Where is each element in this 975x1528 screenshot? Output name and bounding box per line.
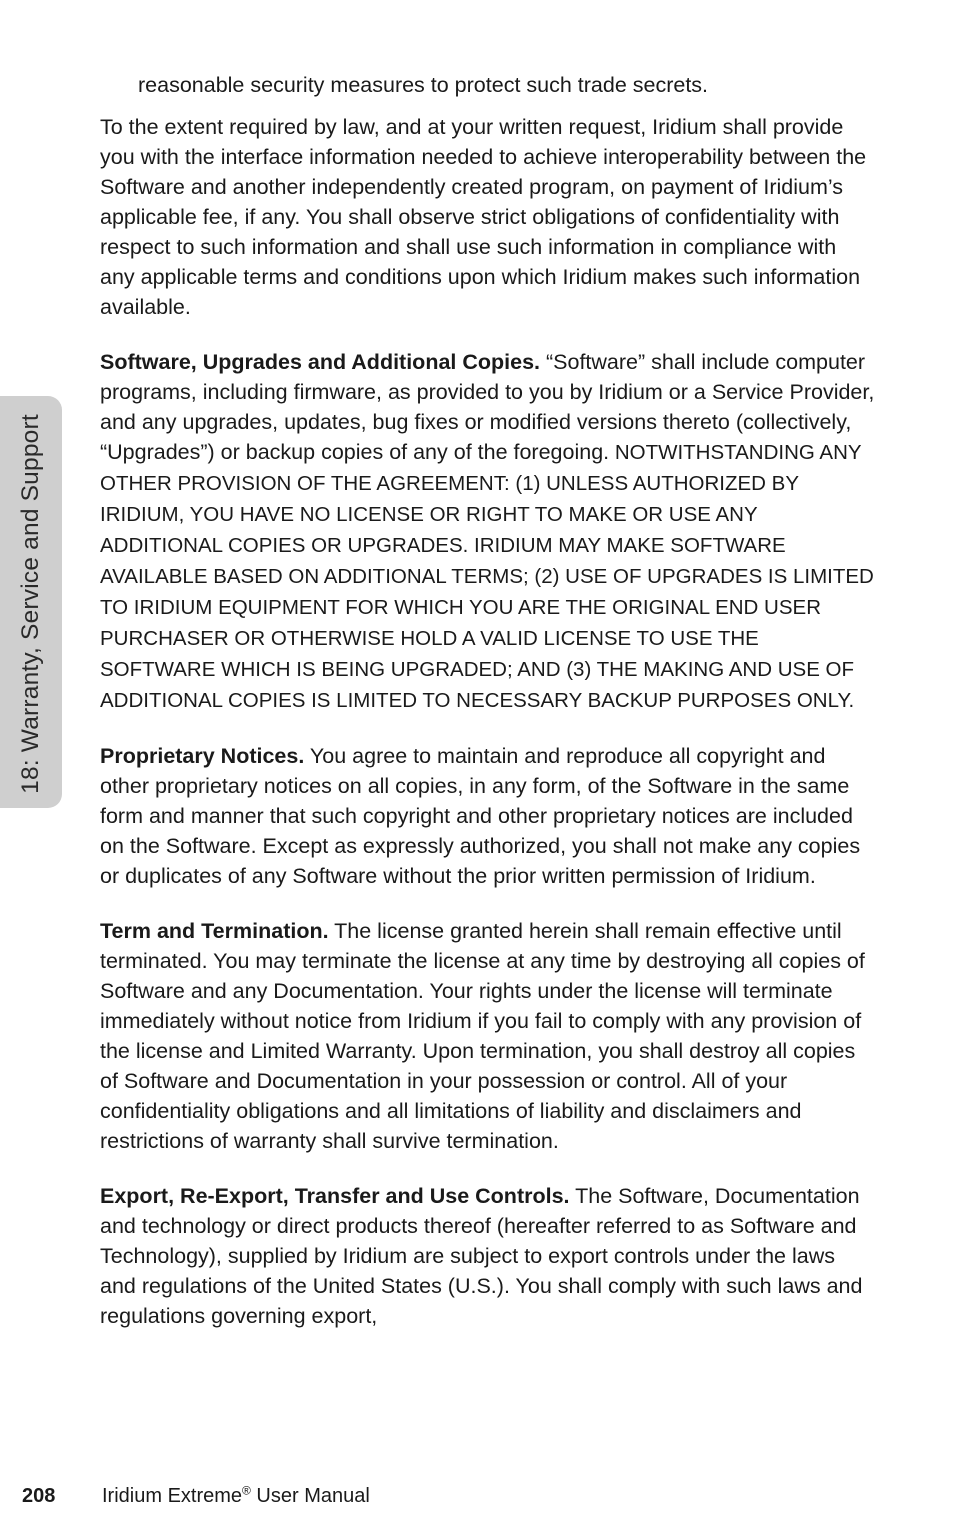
chapter-side-tab-label: 18: Warranty, Service and Support <box>17 414 44 794</box>
page-number: 208 <box>22 1485 56 1507</box>
heading-proprietary-notices: Proprietary Notices. <box>100 744 305 768</box>
paragraph-export-controls <box>100 1181 875 1331</box>
paragraph-term-termination <box>100 916 875 1156</box>
manual-title: Iridium Extreme <box>102 1485 243 1507</box>
paragraph-interface-information: To the extent required by law, and at your written request, Iridium shall provide you with the interface information needed to achieve interoperability between the Software and another independently created program, on payment of Iridium’s applicable fee, if any. You shall observe strict obligations of confidentiality with respect to such information and shall use such information in compliance with any applicable terms and conditions upon which Iridium makes such information available. <box>100 115 867 319</box>
paragraph-continuation: reasonable security measures to protect such trade secrets. <box>138 73 709 97</box>
heading-export-controls: Export, Re-Export, Transfer and Use Controls. <box>100 1184 570 1208</box>
body-software-upgrades: “Software” shall include computer programs, including firmware, as provided to you by Iridium or a Service Provider, and any upgrades, updates, bug fixes or modified versions thereto (collectively, “Upgrades”) or backup copies of any of the foregoing. <box>100 350 875 464</box>
registered-mark: ® <box>242 1483 251 1498</box>
paragraph-software-upgrades <box>100 347 875 716</box>
heading-software-upgrades: Software, Upgrades and Additional Copies. <box>100 350 541 374</box>
body-export-controls: The Software, Documentation and technology or direct products thereof (hereafter referred to as Software and Technology), supplied by Iridium are subject to export controls under the laws and regulations of the United States (U.S.). You shall comply with such laws and regulations governing export, <box>100 1184 863 1328</box>
heading-term-termination: Term and Termination. <box>100 919 329 943</box>
manual-suffix: User Manual <box>250 1485 370 1507</box>
paragraph-proprietary-notices <box>100 741 875 891</box>
body-term-termination: The license granted herein shall remain effective until terminated. You may terminate the license at any time by destroying all copies of Software and any Documentation. Your rights under the license will terminate immediately without notice from Iridium if you fail to comply with any provision of the license and Limited Warranty. Upon termination, you shall destroy all copies of Software and Documentation in your possession or control. All of your confidentiality obligations and all limitations of liability and disclaimers and restrictions of warranty shall survive termination. <box>100 919 865 1153</box>
body-text <box>100 70 875 1356</box>
body-proprietary-notices: You agree to maintain and reproduce all copyright and other proprietary notices on all copies, in any form, of the Software in the same form and manner that such copyright and other proprietary notices are included on the Software. Except as expressly authorized, you shall not make any copies or duplicates of any Software without the prior written permission of Iridium. <box>100 744 861 888</box>
page-footer <box>22 1483 370 1509</box>
caps-software-upgrades: NOTWITHSTANDING ANY OTHER PROVISION OF THE AGREEMENT: (1) UNLESS AUTHORIZED BY IRIDIUM, YOU HAVE NO LICENSE OR RIGHT TO MAKE OR USE ANY ADDITIONAL COPIES OR UPGRADES. IRIDIUM MAY MAKE SOFTWARE AVAILABLE BASED ON ADDITIONAL TERMS; (2) USE OF UPGRADES IS LIMITED TO IRIDIUM EQUIPMENT FOR WHICH YOU ARE THE ORIGINAL END USER PURCHASER OR OTHERWISE HOLD A VALID LICENSE TO USE THE SOFTWARE WHICH IS BEING UPGRADED; AND (3) THE MAKING AND USE OF ADDITIONAL COPIES IS LIMITED TO NECESSARY BACKUP PURPOSES ONLY. <box>100 441 874 712</box>
